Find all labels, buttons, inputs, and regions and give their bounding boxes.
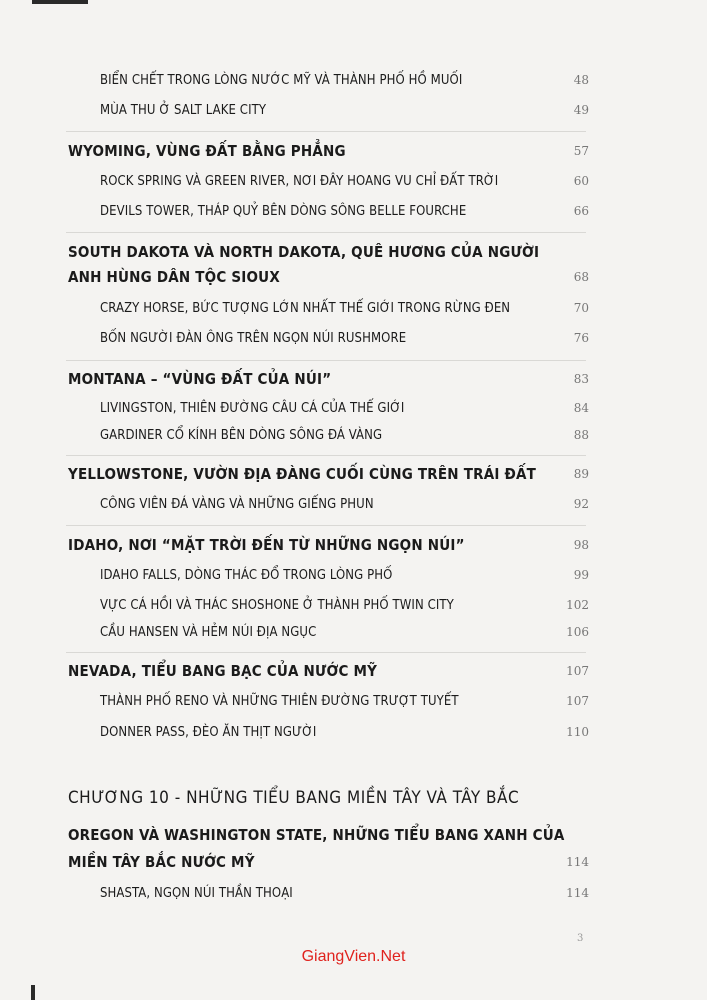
toc-entry-title: CẦU HANSEN VÀ HẺM NÚI ĐỊA NGỤC bbox=[100, 624, 317, 640]
toc-entry-title: CRAZY HORSE, BỨC TƯỢNG LỚN NHẤT THẾ GIỚI TRONG RỪNG ĐEN bbox=[100, 300, 511, 316]
toc-entry-title: LIVINGSTON, THIÊN ĐƯỜNG CÂU CÁ CỦA THẾ GIỚI bbox=[100, 400, 405, 416]
toc-entry bbox=[0, 720, 707, 744]
toc-entry-page: 48 bbox=[573, 73, 589, 87]
toc-entry-title: BỐN NGƯỜI ĐÀN ÔNG TRÊN NGỌN NÚI RUSHMORE bbox=[100, 330, 407, 346]
toc-entry bbox=[0, 423, 707, 447]
section-divider bbox=[66, 232, 586, 233]
toc-section bbox=[0, 240, 707, 264]
toc-entry bbox=[0, 98, 707, 122]
toc-entry-title: IDAHO FALLS, DÒNG THÁC ĐỔ TRONG LÒNG PHỐ bbox=[100, 567, 393, 583]
toc-entry bbox=[0, 326, 707, 350]
toc-section-title: MONTANA – “VÙNG ĐẤT CỦA NÚI” bbox=[68, 370, 332, 388]
toc-section-page: 68 bbox=[573, 270, 589, 284]
section-divider bbox=[66, 455, 586, 456]
toc-section-title: ANH HÙNG DÂN TỘC SIOUX bbox=[68, 268, 280, 286]
toc-section bbox=[0, 850, 707, 874]
toc-section bbox=[0, 139, 707, 163]
toc-entry-page: 60 bbox=[573, 174, 589, 188]
toc-entry bbox=[0, 169, 707, 193]
toc-section-title: SOUTH DAKOTA VÀ NORTH DAKOTA, QUÊ HƯƠNG CỦA NGƯỜI bbox=[68, 243, 540, 261]
watermark: GiangVien.Net bbox=[301, 948, 406, 965]
section-divider bbox=[66, 525, 586, 526]
toc-section-page: 57 bbox=[573, 144, 589, 158]
toc-entry-title: MÙA THU Ở SALT LAKE CITY bbox=[100, 102, 267, 118]
toc-entry bbox=[0, 492, 707, 516]
section-divider bbox=[66, 360, 586, 361]
toc-entry-page: 88 bbox=[573, 428, 589, 442]
toc-entry bbox=[0, 396, 707, 420]
toc-entry-page: 84 bbox=[573, 401, 589, 415]
toc-section-title: WYOMING, VÙNG ĐẤT BẰNG PHẲNG bbox=[68, 142, 346, 160]
toc-entry bbox=[0, 563, 707, 587]
toc-entry-page: 110 bbox=[566, 725, 589, 739]
toc-entry-page: 76 bbox=[573, 331, 589, 345]
toc-entry bbox=[0, 296, 707, 320]
toc-entry-title: CÔNG VIÊN ĐÁ VÀNG VÀ NHỮNG GIẾNG PHUN bbox=[100, 496, 374, 512]
toc-entry-page: 92 bbox=[573, 497, 589, 511]
toc-section-page: 114 bbox=[566, 855, 589, 869]
toc-entry-page: 114 bbox=[566, 886, 589, 900]
toc-section-page: 98 bbox=[573, 538, 589, 552]
toc-entry-page: 70 bbox=[573, 301, 589, 315]
toc-entry bbox=[0, 68, 707, 92]
toc-entry-page: 107 bbox=[566, 694, 589, 708]
toc-entry-title: GARDINER CỔ KÍNH BÊN DÒNG SÔNG ĐÁ VÀNG bbox=[100, 427, 383, 443]
toc-entry-title: DEVILS TOWER, THÁP QUỶ BÊN DÒNG SÔNG BELLE FOURCHE bbox=[100, 203, 467, 219]
toc-entry-title: ROCK SPRING VÀ GREEN RIVER, NƠI ĐÂY HOANG VU CHỈ ĐẤT TRỜI bbox=[100, 173, 499, 189]
toc-section bbox=[0, 265, 707, 289]
toc-section-title: YELLOWSTONE, VƯỜN ĐỊA ĐÀNG CUỐI CÙNG TRÊN TRÁI ĐẤT bbox=[68, 465, 537, 483]
toc-section bbox=[0, 823, 707, 847]
toc-entry-page: 106 bbox=[566, 625, 589, 639]
toc-section-title: MIỀN TÂY BẮC NƯỚC MỸ bbox=[68, 853, 255, 871]
toc-section-page: 89 bbox=[573, 467, 589, 481]
section-divider bbox=[66, 131, 586, 132]
toc-entry-page: 49 bbox=[573, 103, 589, 117]
toc-section bbox=[0, 462, 707, 486]
toc-entry bbox=[0, 620, 707, 644]
toc-section-page: 107 bbox=[566, 664, 589, 678]
toc-entry bbox=[0, 593, 707, 617]
toc-entry bbox=[0, 881, 707, 905]
toc-entry-title: BIỂN CHẾT TRONG LÒNG NƯỚC MỸ VÀ THÀNH PHỐ HỒ MUỐI bbox=[100, 72, 463, 88]
toc-section-title: IDAHO, NƠI “MẶT TRỜI ĐẾN TỪ NHỮNG NGỌN NÚI” bbox=[68, 536, 465, 554]
toc-entry-page: 99 bbox=[573, 568, 589, 582]
toc-entry bbox=[0, 199, 707, 223]
toc-section bbox=[0, 659, 707, 683]
toc-section-page: 83 bbox=[573, 372, 589, 386]
toc-section bbox=[0, 533, 707, 557]
toc-entry-title: THÀNH PHỐ RENO VÀ NHỮNG THIÊN ĐƯỜNG TRƯỢT TUYẾT bbox=[100, 693, 459, 709]
toc-entry-title: VỰC CÁ HỒI VÀ THÁC SHOSHONE Ở THÀNH PHỐ TWIN CITY bbox=[100, 597, 454, 613]
toc-section-title: NEVADA, TIỂU BANG BẠC CỦA NƯỚC MỸ bbox=[68, 662, 378, 680]
toc-entry-page: 102 bbox=[566, 598, 589, 612]
toc-entry-title: SHASTA, NGỌN NÚI THẦN THOẠI bbox=[100, 885, 293, 901]
section-divider bbox=[66, 652, 586, 653]
toc-chapter bbox=[0, 786, 707, 810]
toc-section-title: OREGON VÀ WASHINGTON STATE, NHỮNG TIỂU BANG XANH CỦA bbox=[68, 826, 565, 844]
toc-section bbox=[0, 367, 707, 391]
toc-entry bbox=[0, 689, 707, 713]
toc-entry-title: DONNER PASS, ĐÈO ĂN THỊT NGƯỜI bbox=[100, 724, 317, 740]
toc-entry-page: 66 bbox=[573, 204, 589, 218]
toc-chapter-title: CHƯƠNG 10 - NHỮNG TIỂU BANG MIỀN TÂY VÀ TÂY BẮC bbox=[68, 788, 520, 808]
page-number: 3 bbox=[577, 933, 584, 944]
